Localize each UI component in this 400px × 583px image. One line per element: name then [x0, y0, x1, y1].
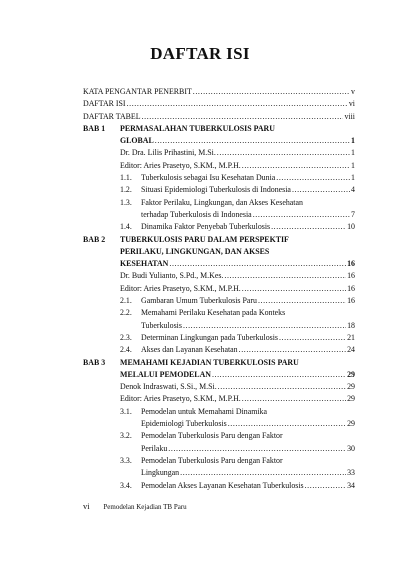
- toc-entry: [120, 283, 355, 295]
- toc-entry: [120, 270, 355, 282]
- section-entry[interactable]: [83, 467, 355, 479]
- dot-leader: [239, 344, 346, 356]
- page-number: 29: [347, 419, 355, 429]
- entry-text: Tuberkulosis: [141, 320, 182, 330]
- entry-text: PERILAKU, LINGKUNGAN, DAN AKSES: [120, 246, 270, 256]
- entry-text: KATA PENGANTAR PENERBIT: [83, 87, 192, 96]
- toc-entry: [141, 443, 355, 455]
- entry-text: Editor: Aries Prasetyo, S.KM., M.P.H.: [120, 160, 241, 170]
- page-footer: [83, 501, 355, 512]
- toc-front-entry[interactable]: [83, 111, 355, 123]
- toc-entry: [141, 418, 355, 430]
- entry-text: DAFTAR ISI: [83, 99, 126, 109]
- section-entry[interactable]: [83, 443, 355, 455]
- page-number: viii: [344, 111, 355, 121]
- page-number: 4: [351, 185, 355, 195]
- entry-text: Editor: Aries Prasetyo, S.KM., M.P.H.: [120, 394, 241, 404]
- entry-text: Dr. Budi Yulianto, S.Pd., M.Kes.: [120, 271, 224, 281]
- entry-text: Denok Indraswati, S.Si., M.Si.: [120, 382, 217, 392]
- toc-entry: [141, 221, 355, 233]
- dot-leader: [305, 480, 347, 492]
- section-entry: [83, 430, 355, 442]
- entry-text: Akses dan Layanan Kesehatan: [141, 345, 238, 355]
- dot-leader: [127, 98, 348, 110]
- toc-front-entry[interactable]: [83, 86, 355, 98]
- section-number: 1.4.: [120, 222, 132, 232]
- page-number: 16: [347, 271, 355, 281]
- author-entry[interactable]: [83, 147, 355, 159]
- section-number: 2.1.: [120, 296, 132, 306]
- dot-leader: [142, 111, 344, 123]
- dot-leader: [253, 209, 350, 221]
- chapter-heading: [83, 234, 355, 246]
- author-entry[interactable]: [83, 393, 355, 405]
- author-entry[interactable]: [83, 160, 355, 172]
- entry-text: KESEHATAN: [120, 259, 169, 269]
- running-title: Pemodelan Kejadian TB Paru: [103, 503, 187, 511]
- entry-text: Memahami Perilaku Kesehatan pada Konteks: [141, 308, 286, 318]
- entry-text: Editor: Aries Prasetyo, S.KM., M.P.H.: [120, 283, 241, 293]
- section-entry: [83, 197, 355, 209]
- page-title: DAFTAR ISI: [150, 44, 250, 63]
- page-number: 10: [347, 222, 355, 232]
- entry-text: PERMASALAHAN TUBERKULOSIS PARU: [120, 123, 275, 133]
- toc-entry: [120, 381, 355, 393]
- entry-text: Pemodelan Tuberkulosis Paru dengan Faktor: [141, 431, 283, 441]
- dot-leader: [224, 270, 346, 282]
- dot-leader: [279, 332, 346, 344]
- entry-text: MEMAHAMI KEJADIAN TUBERKULOSIS PARU: [120, 357, 299, 367]
- page-number: 1: [351, 160, 355, 170]
- dot-leader: [155, 135, 350, 147]
- entry-text: Dr. Dra. Lilis Prihastini, M.Si.: [120, 148, 216, 158]
- dot-leader: [242, 160, 350, 172]
- toc-entry: [120, 258, 355, 270]
- section-number: 3.3.: [120, 455, 132, 465]
- page-number: vi: [348, 99, 355, 109]
- section-entry[interactable]: [83, 344, 355, 356]
- toc-entry: [141, 184, 355, 196]
- section-entry[interactable]: [83, 172, 355, 184]
- toc-entry: [141, 295, 355, 307]
- chapter-number: BAB 2: [83, 234, 106, 244]
- toc-entry: [120, 160, 355, 172]
- toc-entry: [141, 332, 355, 344]
- toc-entry: [120, 369, 355, 381]
- entry-text: Lingkungan: [141, 468, 180, 478]
- entry-text: TUBERKULOSIS PARU DALAM PERSPEKTIF: [120, 234, 289, 244]
- toc-entry: [141, 172, 355, 184]
- section-entry: [83, 455, 355, 467]
- dot-leader: [242, 393, 346, 405]
- toc-entry: [141, 467, 355, 479]
- section-number: 1.2.: [120, 185, 132, 195]
- page-number: 33: [347, 468, 355, 478]
- entry-text: Pemodelan Akses Layanan Kesehatan Tuberkulosis: [141, 480, 304, 490]
- page-number: v: [351, 87, 355, 96]
- dot-leader: [228, 418, 346, 430]
- entry-text: Determinan Lingkungan pada Tuberkulosis: [141, 332, 278, 342]
- section-entry[interactable]: [83, 418, 355, 430]
- section-entry[interactable]: [83, 480, 355, 492]
- section-entry[interactable]: [83, 221, 355, 233]
- toc-entry: [141, 320, 355, 332]
- toc-entry: [141, 480, 355, 492]
- toc-entry: [120, 135, 355, 147]
- page-number: 1: [351, 136, 355, 146]
- section-entry[interactable]: [83, 184, 355, 196]
- section-entry[interactable]: [83, 320, 355, 332]
- entry-text: MELALUI PEMODELAN: [120, 369, 211, 379]
- dot-leader: [292, 184, 350, 196]
- section-number: 2.3.: [120, 332, 132, 342]
- dot-leader: [193, 86, 350, 98]
- dot-leader: [217, 147, 350, 159]
- chapter-heading: [83, 357, 355, 369]
- page-number: 29: [347, 369, 355, 379]
- page-number: 16: [347, 283, 355, 293]
- chapter-heading[interactable]: [83, 369, 355, 381]
- author-entry[interactable]: [83, 270, 355, 282]
- dot-leader: [183, 320, 346, 332]
- section-number: 1.3.: [120, 197, 132, 207]
- toc-entry: [83, 86, 355, 98]
- section-number: 3.2.: [120, 431, 132, 441]
- section-number: 1.1.: [120, 173, 132, 183]
- section-number: 3.4.: [120, 480, 132, 490]
- dot-leader: [258, 295, 346, 307]
- entry-text: Faktor Perilaku, Lingkungan, dan Akses Kesehatan: [141, 197, 303, 207]
- entry-text: Pemodelan Tuberkulosis Paru dengan Faktor: [141, 455, 283, 465]
- toc-entry: [141, 209, 355, 221]
- section-entry[interactable]: [83, 332, 355, 344]
- page-number: 30: [347, 443, 355, 453]
- section-number: 2.4.: [120, 345, 132, 355]
- page-number: 29: [347, 394, 355, 404]
- section-entry: [83, 307, 355, 319]
- chapter-heading[interactable]: [83, 258, 355, 270]
- toc-entry: [120, 147, 355, 159]
- dot-leader: [168, 443, 346, 455]
- table-of-contents: [83, 86, 355, 492]
- chapter-number: BAB 3: [83, 357, 106, 367]
- toc-entry: [120, 393, 355, 405]
- dot-leader: [169, 258, 346, 270]
- entry-text: DAFTAR TABEL: [83, 111, 141, 121]
- section-entry: [83, 406, 355, 418]
- chapter-number: BAB 1: [83, 123, 106, 133]
- page-number: 7: [351, 209, 355, 219]
- page-number: 16: [347, 296, 355, 306]
- entry-text: Pemodelan untuk Memahami Dinamika: [141, 406, 268, 416]
- page-number: 29: [347, 382, 355, 392]
- section-entry[interactable]: [83, 295, 355, 307]
- chapter-heading: [83, 123, 355, 135]
- dot-leader: [180, 467, 346, 479]
- author-entry[interactable]: [83, 381, 355, 393]
- entry-text: terhadap Tuberkulosis di Indonesia: [141, 209, 252, 219]
- page-number: 21: [347, 332, 355, 342]
- chapter-heading: [83, 246, 355, 258]
- entry-text: Situasi Epidemiologi Tuberkulosis di Indonesia: [141, 185, 291, 195]
- entry-text: Gambaran Umum Tuberkulosis Paru: [141, 296, 257, 306]
- toc-entry: [83, 98, 355, 110]
- section-entry[interactable]: [83, 209, 355, 221]
- dot-leader: [242, 283, 346, 295]
- entry-text: Dinamika Faktor Penyebab Tuberkulosis: [141, 222, 271, 232]
- dot-leader: [271, 221, 346, 233]
- chapter-heading[interactable]: [83, 135, 355, 147]
- page-number: 18: [347, 320, 355, 330]
- author-entry[interactable]: [83, 283, 355, 295]
- page-number: 34: [347, 480, 355, 490]
- dot-leader: [212, 369, 346, 381]
- page-number: 1: [351, 148, 355, 158]
- section-number: 3.1.: [120, 406, 132, 416]
- dot-leader: [218, 381, 346, 393]
- page-number: 24: [347, 345, 355, 355]
- footer-page-number: vi: [83, 501, 90, 511]
- toc-entry: [83, 111, 355, 123]
- entry-text: Epidemiologi Tuberkulosis: [141, 419, 227, 429]
- toc-front-entry[interactable]: [83, 98, 355, 110]
- entry-text: GLOBAL: [120, 136, 154, 146]
- page-number: 16: [347, 259, 355, 269]
- entry-text: Tuberkulosis sebagai Isu Kesehatan Dunia: [141, 173, 276, 183]
- page-number: 1: [351, 173, 355, 183]
- toc-entry: [141, 344, 355, 356]
- entry-text: Perilaku: [141, 443, 168, 453]
- dot-leader: [276, 172, 350, 184]
- section-number: 2.2.: [120, 308, 132, 318]
